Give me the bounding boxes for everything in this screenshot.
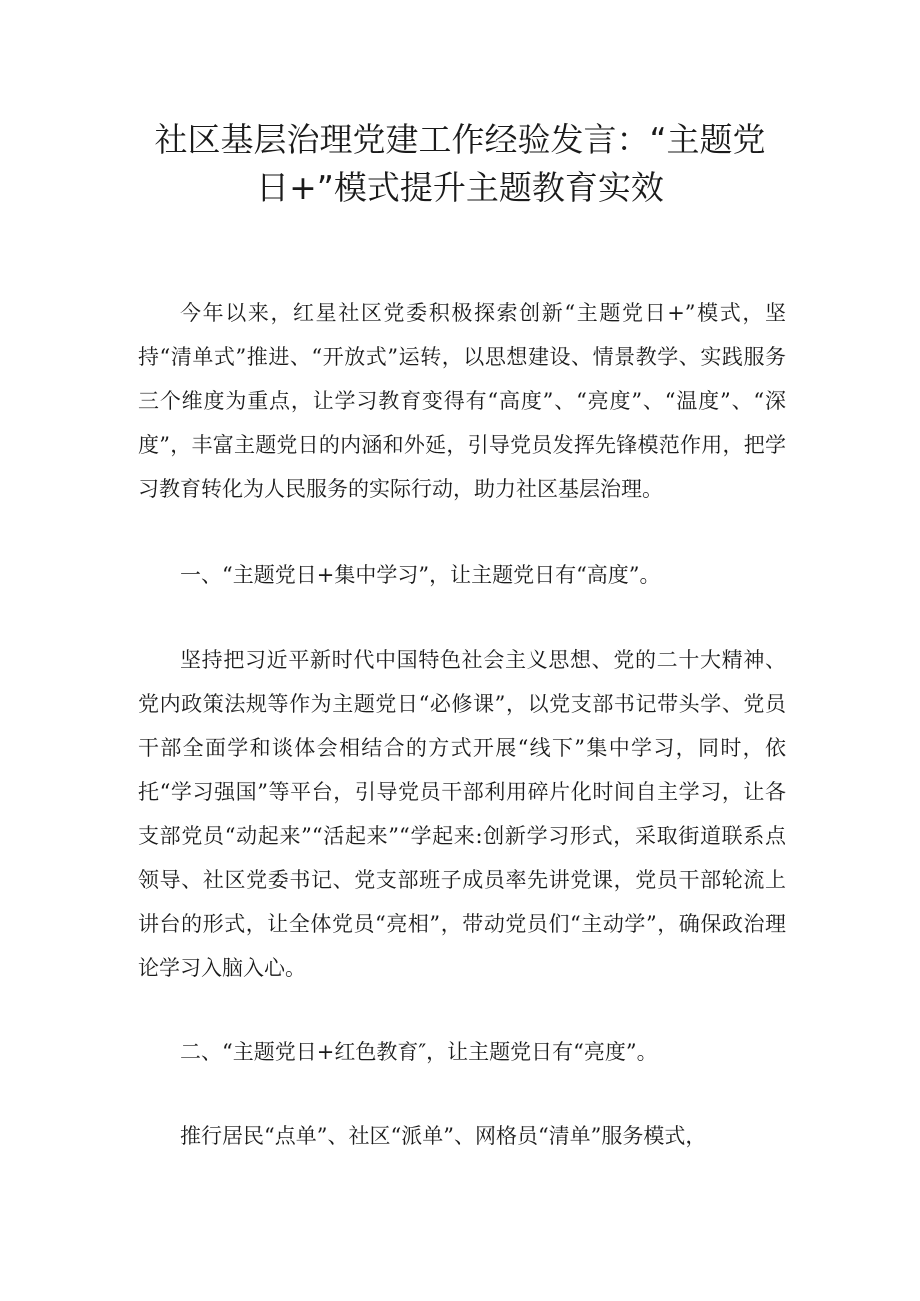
intro-paragraph: 今年以来，红星社区党委积极探索创新“主题党日+”模式，坚持“清单式”推进、“开放式”运转，以思想建设、情景教学、实践服务三个维度为重点，让学习教育变得有“高度”、“亮度”、“温度”、“深度”，丰富主题党日的内涵和外延，引导党员发挥先锋模范作用，把学习教育转化为人民服务的实际行动，助力社区基层治理。 — [138, 301, 786, 501]
document-title — [150, 116, 770, 212]
title-line-2: 日+”模式提升主题教育实效 — [256, 168, 664, 207]
section-heading-1: 一、“主题党日+集中学习”，让主题党日有“高度”。 — [180, 563, 661, 587]
section-paragraph-2: 推行居民“点单”、社区“派单”、网格员“清单”服务模式， — [180, 1124, 707, 1148]
title-line-1: 社区基层治理党建工作经验发言：“主题党 — [154, 120, 766, 159]
section-heading-2: 二、“主题党日+红色教育″，让主题党日有“亮度”。 — [180, 1040, 658, 1064]
section-paragraph-1: 坚持把习近平新时代中国特色社会主义思想、党的二十大精神、党内政策法规等作为主题党日“必修课”，以党支部书记带头学、党员干部全面学和谈体会相结合的方式开展“线下”集中学习，同时，依托“学习强国”等平台，引导党员干部利用碎片化时间自主学习，让各支部党员“动起来”“活起来”“学起来:创新学习形式，采取街道联系点领导、社区党委书记、党支部班子成员率先讲党课，党员干部轮流上讲台的形式，让全体党员“亮相”，带动党员们“主动学”，确保政治理论学习入脑入心。 — [138, 648, 786, 980]
